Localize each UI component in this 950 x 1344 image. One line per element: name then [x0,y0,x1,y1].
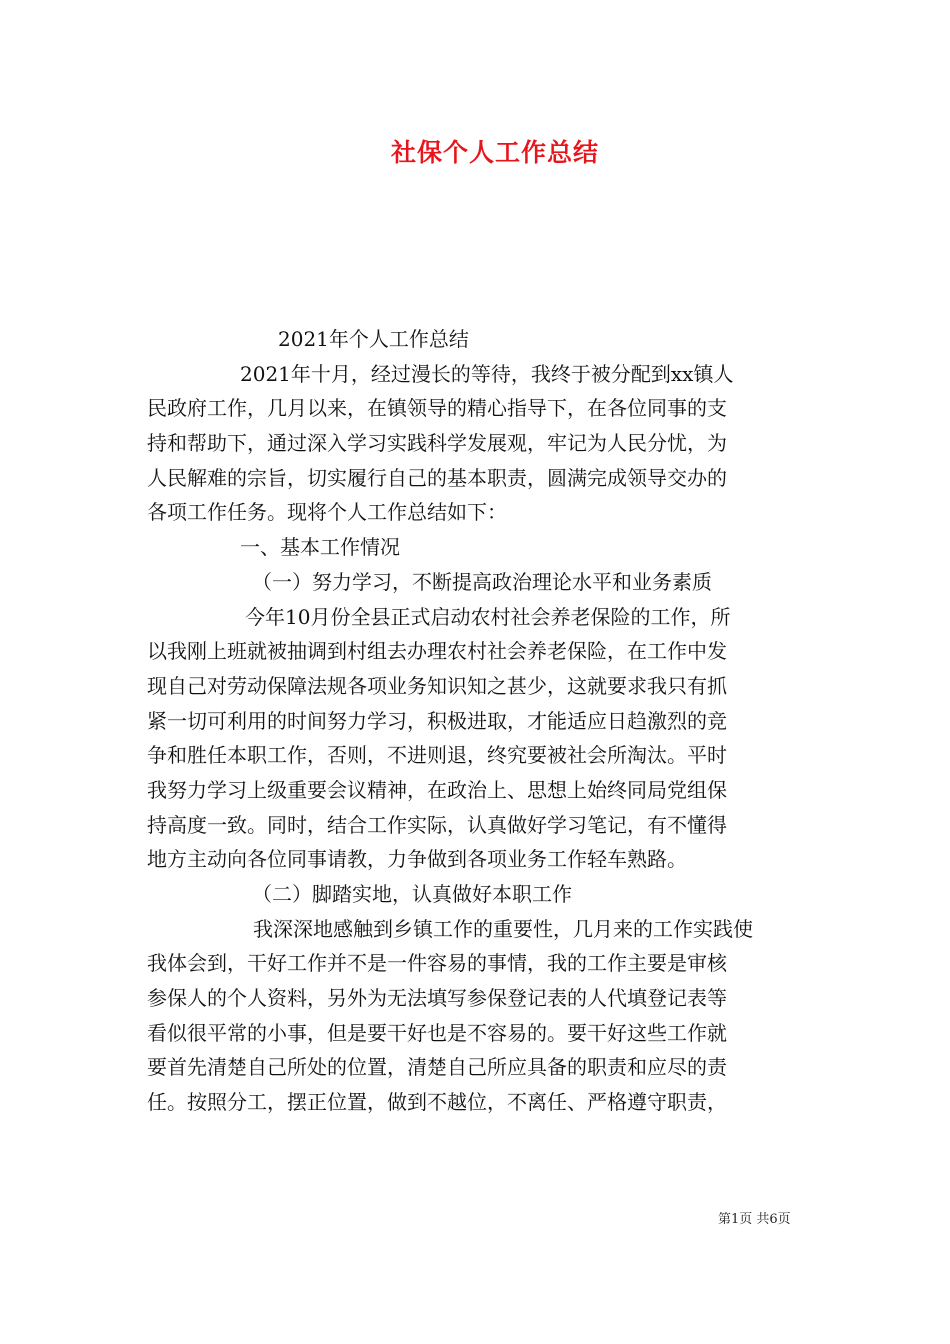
section-heading: 一、基本工作情况 [240,535,400,560]
paragraph-line: 地方主动向各位同事请教，力争做到各项业务工作轻车熟路。 [147,847,687,872]
subtitle-line: 2021年个人工作总结 [278,327,469,351]
paragraph-line: 争和胜任本职工作，否则，不进则退，终究要被社会所淘汰。平时 [147,743,727,768]
paragraph-line: 我体会到，干好工作并不是一件容易的事情，我的工作主要是审核 [147,951,727,976]
paragraph-line: 今年10月份全县正式启动农村社会养老保险的工作，所 [245,604,731,629]
subsection-heading: （一）努力学习，不断提高政治理论水平和业务素质 [252,569,712,594]
paragraph-line: 看似很平常的小事，但是要干好也是不容易的。要干好这些工作就 [147,1020,727,1045]
paragraph-line: 参保人的个人资料，另外为无法填写参保登记表的人代填登记表等 [147,986,727,1011]
paragraph-line: 任。按照分工，摆正位置，做到不越位，不离任、严格遵守职责， [147,1090,727,1115]
document-body [147,322,807,1120]
paragraph-line: 紧一切可利用的时间努力学习，积极进取，才能适应日趋激烈的竞 [147,708,727,733]
paragraph-line: 我努力学习上级重要会议精神，在政治上、思想上始终同局党组保 [147,777,727,802]
paragraph-line: 我深深地感触到乡镇工作的重要性，几月来的工作实践使 [253,916,753,941]
paragraph-line: 持高度一致。同时，结合工作实际，认真做好学习笔记，有不懂得 [147,812,727,837]
subsection-heading: （二）脚踏实地，认真做好本职工作 [252,882,572,906]
paragraph-line: 以我刚上班就被抽调到村组去办理农村社会养老保险，在工作中发 [147,639,727,664]
paragraph-line: 持和帮助下，通过深入学习实践科学发展观，牢记为人民分忧，为 [147,431,727,456]
paragraph-line: 人民解难的宗旨，切实履行自己的基本职责，圆满完成领导交办的 [147,465,727,490]
paragraph-line: 各项工作任务。现将个人工作总结如下： [147,500,507,525]
paragraph-line: 要首先清楚自己所处的位置，清楚自己所应具备的职责和应尽的责 [147,1055,727,1080]
paragraph-line: 2021年十月，经过漫长的等待，我终于被分配到xx镇人 [240,361,734,386]
paragraph-line: 现自己对劳动保障法规各项业务知识知之甚少，这就要求我只有抓 [147,673,727,698]
page-number: 第1页 共6页 [718,1212,791,1227]
paragraph-line: 民政府工作，几月以来，在镇领导的精心指导下，在各位同事的支 [147,396,727,421]
document-title: 社保个人工作总结 [390,138,599,167]
